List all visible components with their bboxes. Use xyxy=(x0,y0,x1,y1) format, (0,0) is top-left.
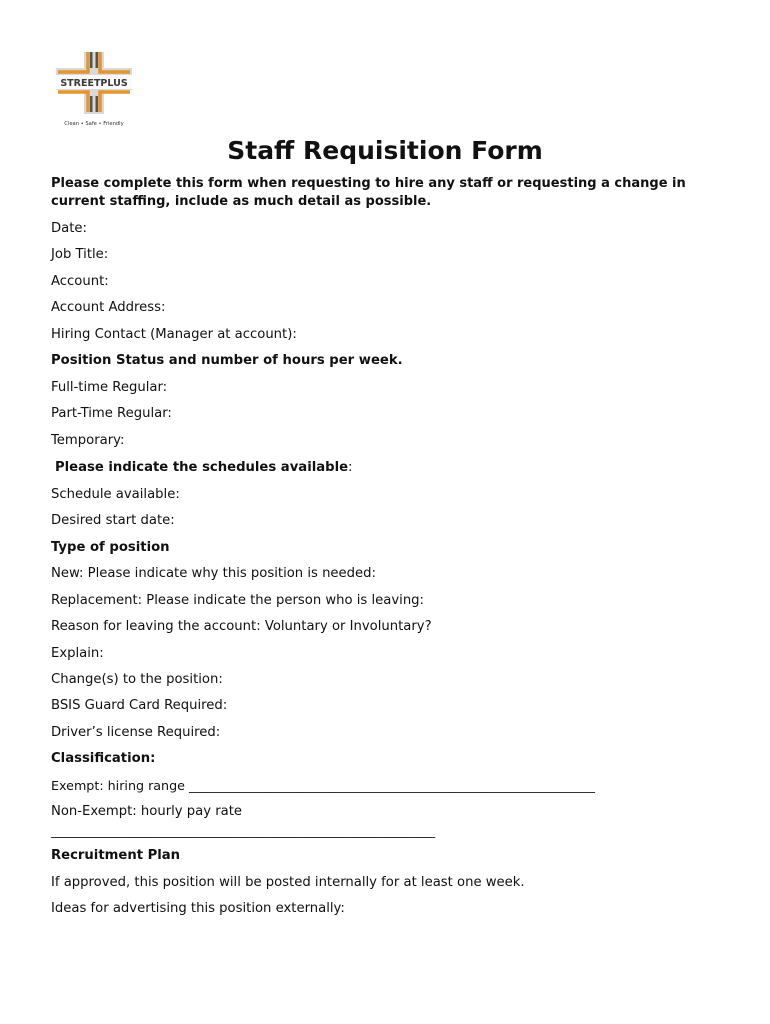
bsis-field-label: BSIS Guard Card Required: xyxy=(51,698,228,713)
part-time-field-label: Part-Time Regular: xyxy=(51,406,172,421)
job-title-field-label: Job Title: xyxy=(51,247,109,262)
position-status-heading: Position Status and number of hours per week. xyxy=(51,353,403,368)
schedules-heading-text: Please indicate the schedules available xyxy=(55,460,349,475)
schedules-heading xyxy=(55,459,353,476)
changes-field-label: Change(s) to the position: xyxy=(51,672,223,687)
desired-start-field-label: Desired start date: xyxy=(51,513,175,528)
streetplus-logo-mark xyxy=(52,50,136,128)
external-advertising-field-label: Ideas for advertising this position externally: xyxy=(51,901,345,916)
classification-heading: Classification: xyxy=(51,751,156,766)
temporary-field-label: Temporary: xyxy=(51,433,125,448)
schedules-heading-colon: : xyxy=(348,460,353,475)
non-exempt-blank-line: ______________________________________________________________ xyxy=(51,823,436,838)
hiring-contact-field-label: Hiring Contact (Manager at account): xyxy=(51,327,297,342)
account-field-label: Account: xyxy=(51,274,109,289)
schedule-available-field-label: Schedule available: xyxy=(51,487,180,502)
date-field-label: Date: xyxy=(51,221,87,236)
new-position-field-label: New: Please indicate why this position is needed: xyxy=(51,566,376,581)
drivers-license-field-label: Driver’s license Required: xyxy=(51,725,221,740)
streetplus-logo xyxy=(52,50,136,128)
type-of-position-heading: Type of position xyxy=(51,540,170,555)
exempt-hiring-range-field: Exempt: hiring range ________________________________________________________________ xyxy=(51,778,595,793)
account-address-field-label: Account Address: xyxy=(51,300,166,315)
form-title: Staff Requisition Form xyxy=(227,136,543,165)
non-exempt-field-label: Non-Exempt: hourly pay rate xyxy=(51,804,243,819)
full-time-field-label: Full-time Regular: xyxy=(51,380,168,395)
reason-leaving-field-label: Reason for leaving the account: Voluntary or Involuntary? xyxy=(51,619,432,634)
internal-posting-note: If approved, this position will be posted internally for at least one week. xyxy=(51,875,525,890)
recruitment-plan-heading: Recruitment Plan xyxy=(51,848,181,863)
svg-text:STREETPLUS: STREETPLUS xyxy=(60,78,128,89)
svg-text:Clean • Safe • Friendly: Clean • Safe • Friendly xyxy=(64,121,124,127)
replacement-field-label: Replacement: Please indicate the person who is leaving: xyxy=(51,593,424,608)
form-instructions: Please complete this form when requesting to hire any staff or requesting a change in current staffing, include as much detail as possible. xyxy=(51,176,686,209)
explain-field-label: Explain: xyxy=(51,646,104,661)
